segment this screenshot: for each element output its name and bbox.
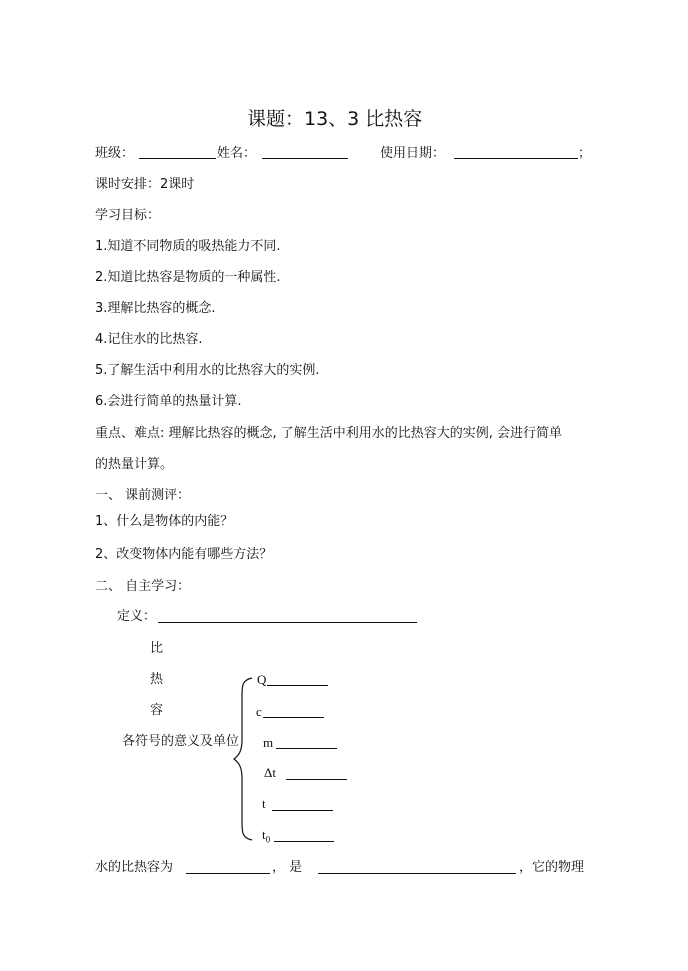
water-value-blank[interactable] [186, 873, 270, 874]
symbol-delta-t: Δt [264, 765, 276, 780]
symbol-t0 [262, 826, 270, 849]
key-points-line2: 的热量计算。 [95, 457, 174, 472]
curly-brace-icon [232, 676, 256, 842]
symbol-m-blank[interactable] [276, 748, 337, 749]
symbol-delta-t-blank[interactable] [286, 779, 347, 780]
water-meaning-blank[interactable] [318, 873, 516, 874]
question-1: 1、什么是物体的内能？ [95, 514, 234, 529]
vertical-char: 容 [150, 703, 164, 718]
symbol-t: t [262, 796, 266, 811]
symbol-t0-base: t [262, 827, 266, 842]
definition-label: 定义： [117, 609, 157, 624]
symbols-label: 各符号的意义及单位 [122, 734, 240, 749]
name-label: 姓名： [217, 146, 257, 161]
date-blank[interactable] [454, 158, 578, 159]
symbol-c-blank[interactable] [263, 717, 324, 718]
class-blank[interactable] [139, 158, 216, 159]
water-prefix: 水的比热容为 [95, 860, 174, 875]
name-blank[interactable] [262, 158, 348, 159]
section2-heading: 二、 自主学习： [95, 579, 191, 594]
objective-item: 3.理解比热容的概念. [95, 301, 216, 316]
symbol-t-blank[interactable] [272, 810, 333, 811]
question-2: 2、改变物体内能有哪些方法？ [95, 547, 273, 562]
objective-item: 2.知道比热容是物质的一种属性. [95, 270, 281, 285]
objective-item: 5.了解生活中利用水的比热容大的实例. [95, 363, 320, 378]
objective-item: 4.记住水的比热容. [95, 332, 203, 347]
vertical-char: 热 [150, 672, 164, 687]
symbol-c: c [256, 704, 262, 719]
symbol-m: m [263, 735, 274, 750]
definition-blank[interactable] [158, 622, 417, 623]
section1-heading: 一、 课前测评： [95, 488, 191, 503]
schedule: 课时安排：2课时 [95, 177, 195, 192]
date-label: 使用日期： [380, 146, 446, 161]
date-end: ； [578, 146, 592, 161]
symbol-q: Q [257, 672, 267, 687]
symbol-q-blank[interactable] [267, 685, 328, 686]
page-title: 课题：13、3 比热容 [247, 108, 423, 130]
symbol-t0-sub: 0 [265, 834, 271, 845]
key-points-line1: 重点、难点: 理解比热容的概念, 了解生活中利用水的比热容大的实例, 会进行简单 [95, 426, 563, 441]
water-suffix: ，它的物理 [519, 860, 585, 875]
objective-item: 6.会进行简单的热量计算. [95, 394, 242, 409]
vertical-char: 比 [150, 641, 164, 656]
objective-item: 1.知道不同物质的吸热能力不同. [95, 239, 281, 254]
class-label: 班级： [95, 146, 135, 161]
symbol-t0-blank[interactable] [274, 841, 334, 842]
objectives-heading: 学习目标： [95, 208, 161, 223]
water-mid: ， 是 [272, 860, 303, 875]
